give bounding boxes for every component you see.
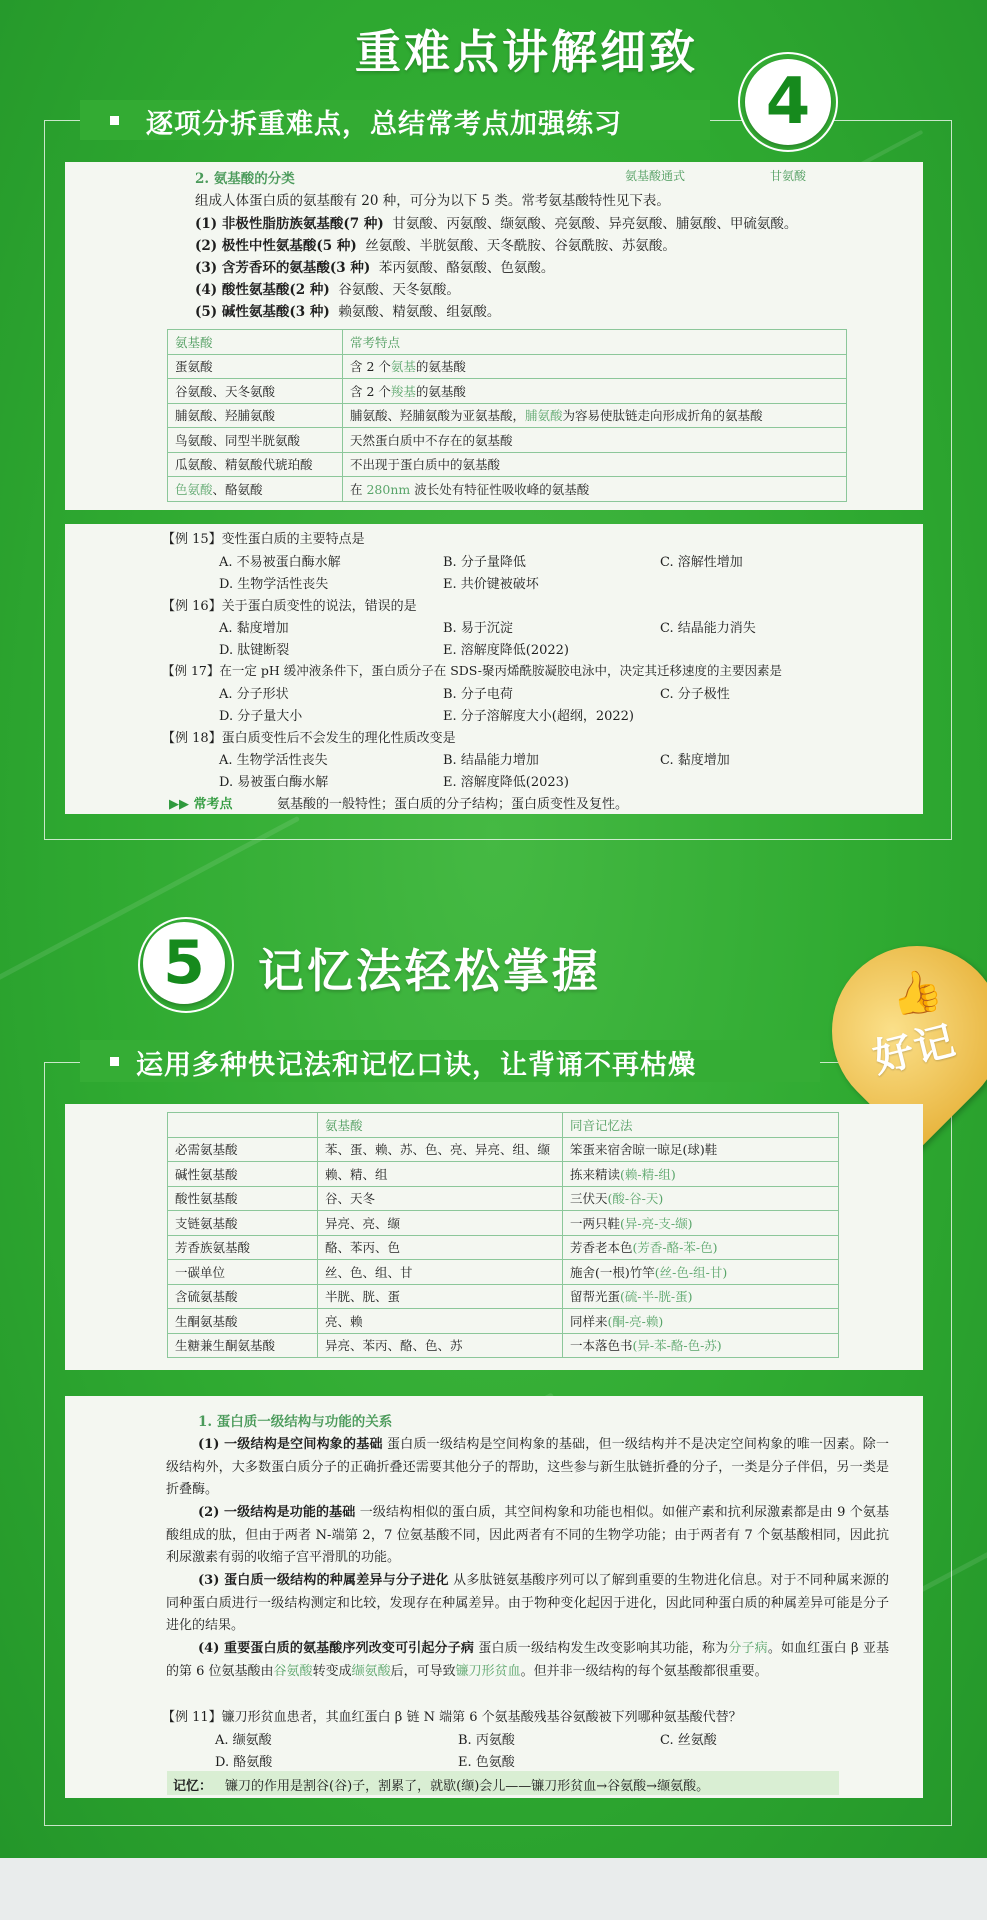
section4-subtitle: 逐项分拆重难点，总结常考点加强练习	[146, 109, 622, 140]
section4-number-badge: 4	[745, 59, 831, 145]
amino-class-5: (5) 碱性氨基酸(3 种) 赖氨酸、精氨酸、组氨酸。	[195, 304, 501, 320]
section4-title: 重难点讲解细致	[355, 25, 698, 79]
question-17: 【例 17】在一定 pH 缓冲液条件下，蛋白质分子在 SDS-聚丙烯酰胺凝胶电泳中，决定其迁移速度的主要因素是	[162, 663, 783, 678]
bullet-marker	[110, 116, 119, 125]
option[interactable]: E. 共价键被破坏	[443, 577, 539, 592]
option[interactable]: B. 分子量降低	[443, 555, 526, 570]
structure-para-4: (4) 重要蛋白质的氨基酸序列改变可引起分子病 蛋白质一级结构发生改变影响其功能，称为分子病。如血红蛋白 β 亚基的第 6 位氨基酸由谷氨酸转变成缬氨酸后，可导致镰刀形贫血。但并非一级结构的每个氨基酸都很重要。	[166, 1641, 890, 1679]
memo-text: 镰刀的作用是割谷(谷)子，割累了，就歇(缬)会儿——镰刀形贫血→谷氨酸→缬氨酸。	[225, 1779, 710, 1794]
table-row: 酸性氨基酸 谷、天冬 三伏天(酸-谷-天)	[168, 1186, 839, 1211]
table-row: 含硫氨基酸 半胱、胱、蛋 留帮光蛋(硫-半-胱-蛋)	[168, 1284, 839, 1309]
option[interactable]: B. 丙氨酸	[458, 1733, 515, 1748]
memo-label: 记忆：	[173, 1779, 213, 1794]
table-row: 脯氨酸、羟脯氨酸 脯氨酸、羟脯氨酸为亚氨基酸，脯氨酸为容易使肽链走向形成折角的氨基酸	[168, 403, 847, 428]
amino-class-1: (1) 非极性脂肪族氨基酸(7 种) 甘氨酸、丙氨酸、缬氨酸、亮氨酸、异亮氨酸、脯氨酸、甲硫氨酸。	[195, 216, 798, 232]
table-row: 色氨酸、酪氨酸 在 280nm 波长处有特征性吸收峰的氨基酸	[168, 477, 847, 502]
table-row: 碱性氨基酸 赖、精、组 拣来精读(赖-精-组)	[168, 1162, 839, 1187]
structure-para-1: (1) 一级结构是空间构象的基础 蛋白质一级结构是空间构象的基础，但一级结构并不是决定空间构象的唯一因素。除一级结构外，大多数蛋白质分子的正确折叠还需要其他分子的帮助，这些参与新生肽链折叠的分子，一类是分子伴侣，另一类是折叠酶。	[166, 1437, 890, 1497]
option[interactable]: B. 分子电荷	[443, 687, 513, 702]
amino-class-4: (4) 酸性氨基酸(2 种) 谷氨酸、天冬氨酸。	[195, 282, 460, 298]
examples-panel	[65, 524, 923, 814]
section5-title: 记忆法轻松掌握	[258, 944, 601, 998]
table-row: 一碳单位 丝、色、组、甘 施舍(一根)竹竿(丝-色-组-甘)	[168, 1260, 839, 1285]
question-16: 【例 16】关于蛋白质变性的说法，错误的是	[162, 599, 417, 614]
amino-class-3: (3) 含芳香环的氨基酸(3 种) 苯丙氨酸、酪氨酸、色氨酸。	[195, 260, 555, 276]
question-15: 【例 15】变性蛋白质的主要特点是	[162, 532, 365, 547]
common-point-text: 氨基酸的一般特性；蛋白质的分子结构；蛋白质变性及复性。	[277, 797, 629, 812]
option[interactable]: D. 酪氨酸	[215, 1755, 273, 1770]
table-header: 氨基酸	[168, 330, 343, 355]
table-row: 蛋氨酸 含 2 个氨基的氨基酸	[168, 354, 847, 379]
mnemonic-table	[167, 1112, 839, 1358]
option[interactable]: A. 分子形状	[219, 687, 289, 702]
amino-feature-table	[167, 329, 847, 502]
formula-caption: 氨基酸通式	[625, 169, 686, 183]
table-row: 生糖兼生酮氨基酸 异亮、苯丙、酪、色、苏 一本落色书(异-苯-酪-色-苏)	[168, 1333, 839, 1358]
option[interactable]: C. 丝氨酸	[660, 1733, 717, 1748]
table-header: 同音记忆法	[563, 1113, 839, 1138]
table-header	[168, 1113, 318, 1138]
option[interactable]: C. 结晶能力消失	[660, 621, 756, 636]
table-header: 常考特点	[343, 330, 847, 355]
option[interactable]: A. 不易被蛋白酶水解	[219, 555, 341, 570]
amino-intro: 组成人体蛋白质的氨基酸有 20 种，可分为以下 5 类。常考氨基酸特性见下表。	[195, 193, 670, 209]
question-11: 【例 11】镰刀形贫血患者，其血红蛋白 β 链 N 端第 6 个氨基酸残基谷氨酸被下列哪种氨基酸代替？	[162, 1710, 742, 1725]
option[interactable]: A. 生物学活性丧失	[219, 753, 328, 768]
table-row: 芳香族氨基酸 酪、苯丙、色 芳香老本色(芳香-酪-苯-色)	[168, 1235, 839, 1260]
option[interactable]: C. 溶解性增加	[660, 555, 743, 570]
glycine-caption: 甘氨酸	[770, 169, 807, 183]
table-row: 瓜氨酸、精氨酸代琥珀酸 不出现于蛋白质中的氨基酸	[168, 452, 847, 477]
option[interactable]: B. 结晶能力增加	[443, 753, 539, 768]
table-row: 谷氨酸、天冬氨酸 含 2 个羧基的氨基酸	[168, 379, 847, 404]
amino-class-2: (2) 极性中性氨基酸(5 种) 丝氨酸、半胱氨酸、天冬酰胺、谷氨酰胺、苏氨酸。	[195, 238, 676, 254]
option[interactable]: D. 分子量大小	[219, 709, 303, 724]
option[interactable]: E. 分子溶解度大小(超纲，2022)	[443, 709, 634, 724]
option[interactable]: C. 分子极性	[660, 687, 730, 702]
option[interactable]: D. 生物学活性丧失	[219, 577, 329, 592]
table-row: 鸟氨酸、同型半胱氨酸 天然蛋白质中不存在的氨基酸	[168, 428, 847, 453]
option[interactable]: B. 易于沉淀	[443, 621, 513, 636]
option[interactable]: D. 肽键断裂	[219, 643, 290, 658]
structure-para-3: (3) 蛋白质一级结构的种属差异与分子进化 从多肽链氨基酸序列可以了解到重要的生物进化信息。对于不同种属来源的同种蛋白质进行一级结构测定和比较，发现存在种属差异。由于物种变化起因于进化，因此同种蛋白质的种属差异可能是分子进化的结果。	[166, 1573, 890, 1633]
good-memory-text: 好记	[868, 1017, 962, 1083]
option[interactable]: E. 色氨酸	[458, 1755, 515, 1770]
mnemonic-panel	[65, 1104, 923, 1370]
common-point-label: ▶▶ 常考点	[169, 797, 233, 812]
section5-subtitle: 运用多种快记法和记忆口诀，让背诵不再枯燥	[136, 1050, 696, 1081]
option[interactable]: E. 溶解度降低(2022)	[443, 643, 569, 658]
option[interactable]: A. 黏度增加	[219, 621, 289, 636]
table-header: 氨基酸	[318, 1113, 563, 1138]
question-18: 【例 18】蛋白质变性后不会发生的理化性质改变是	[162, 731, 456, 746]
structure-heading: 1. 蛋白质一级结构与功能的关系	[198, 1414, 393, 1430]
table-row: 生酮氨基酸 亮、赖 同样来(酮-亮-赖)	[168, 1309, 839, 1334]
option[interactable]: C. 黏度增加	[660, 753, 730, 768]
option[interactable]: D. 易被蛋白酶水解	[219, 775, 329, 790]
amino-classification-panel	[65, 162, 923, 510]
section5-number-badge: 5	[143, 922, 225, 1004]
amino-heading: 2. 氨基酸的分类	[195, 171, 295, 187]
bullet-marker	[110, 1057, 119, 1066]
structure-para-2: (2) 一级结构是功能的基础 一级结构相似的蛋白质，其空间构象和功能也相似。如催产素和抗利尿激素都是由 9 个氨基酸组成的肽，但由于两者 N-端第 2，7 位氨基酸不同，因此两者有不同的生物学功能；由于两者有 7 个氨基酸相同，因此抗利尿激素有弱的收缩子宫平滑肌的功能。	[166, 1505, 889, 1565]
structure-panel	[65, 1396, 923, 1798]
table-row: 必需氨基酸 苯、蛋、赖、苏、色、亮、异亮、组、缬 笨蛋来宿舍晾一晾足(球)鞋	[168, 1137, 839, 1162]
thumbs-up-icon: 👍	[885, 963, 947, 1022]
option[interactable]: A. 缬氨酸	[215, 1733, 272, 1748]
option[interactable]: E. 溶解度降低(2023)	[443, 775, 569, 790]
table-row: 支链氨基酸 异亮、亮、缬 一两只鞋(异-亮-支-缬)	[168, 1211, 839, 1236]
